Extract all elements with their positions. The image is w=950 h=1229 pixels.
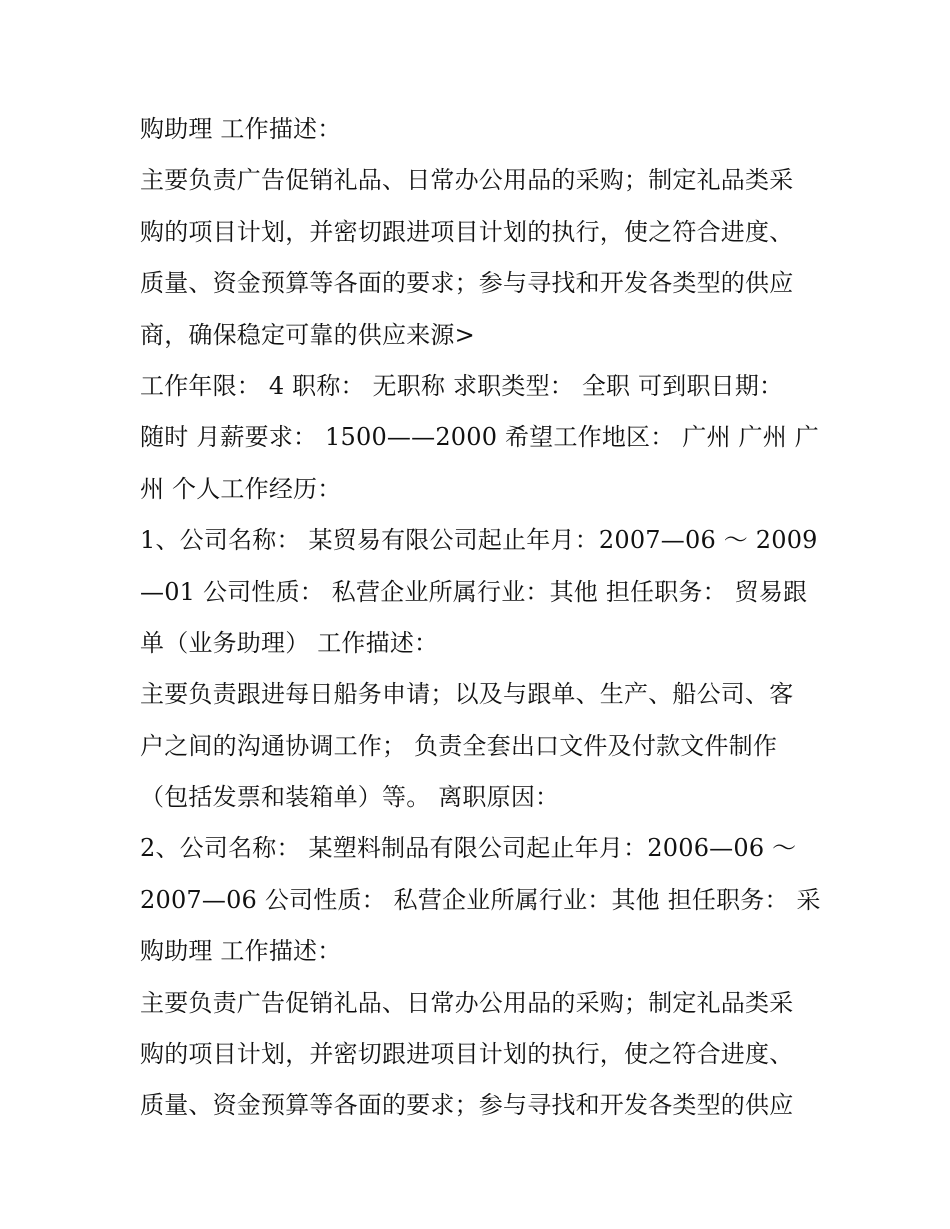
- text-line-11: 单（业务助理） 工作描述：: [140, 628, 439, 657]
- text-line-19: 购的项目计划，并密切跟进项目计划的执行，使之符合进度、: [140, 1040, 794, 1069]
- text-line-01: 购助理 工作描述：: [140, 115, 342, 143]
- text-line-08: 州 个人工作经历：: [140, 474, 342, 503]
- text-line-16: 2007—06 公司性质： 私营企业所属行业：其他 担任职务： 采: [140, 885, 821, 914]
- text-line-06: 工作年限： 4 职称： 无职称 求职类型： 全职 可到职日期：: [140, 371, 784, 400]
- text-line-20: 质量、资金预算等各面的要求；参与寻找和开发各类型的供应: [140, 1091, 794, 1120]
- text-line-13: 户之间的沟通协调工作； 负责全套出口文件及付款文件制作: [140, 731, 778, 760]
- text-line-03: 购的项目计划，并密切跟进项目计划的执行，使之符合进度、: [140, 217, 794, 246]
- text-line-17: 购助理 工作描述：: [140, 937, 342, 966]
- text-line-15: 2、公司名称： 某塑料制品有限公司起止年月：2006—06 ～: [140, 834, 797, 863]
- text-line-04: 质量、资金预算等各面的要求；参与寻找和开发各类型的供应: [140, 269, 794, 298]
- text-line-18: 主要负责广告促销礼品、日常办公用品的采购；制定礼品类采: [140, 988, 794, 1017]
- text-line-14: （包括发票和装箱单）等。 离职原因：: [140, 783, 560, 812]
- text-line-05: 商，确保稳定可靠的供应来源>: [140, 320, 475, 349]
- text-line-07: 随时 月薪要求： 1500——2000 希望工作地区： 广州 广州 广: [140, 423, 819, 452]
- text-line-12: 主要负责跟进每日船务申请；以及与跟单、生产、船公司、客: [140, 680, 794, 709]
- document-body: [140, 104, 820, 1132]
- text-line-09: 1、公司名称： 某贸易有限公司起止年月：2007—06 ～ 2009: [140, 526, 818, 555]
- text-line-10: —01 公司性质： 私营企业所属行业：其他 担任职务： 贸易跟: [140, 577, 808, 606]
- text-line-02: 主要负责广告促销礼品、日常办公用品的采购；制定礼品类采: [140, 166, 794, 195]
